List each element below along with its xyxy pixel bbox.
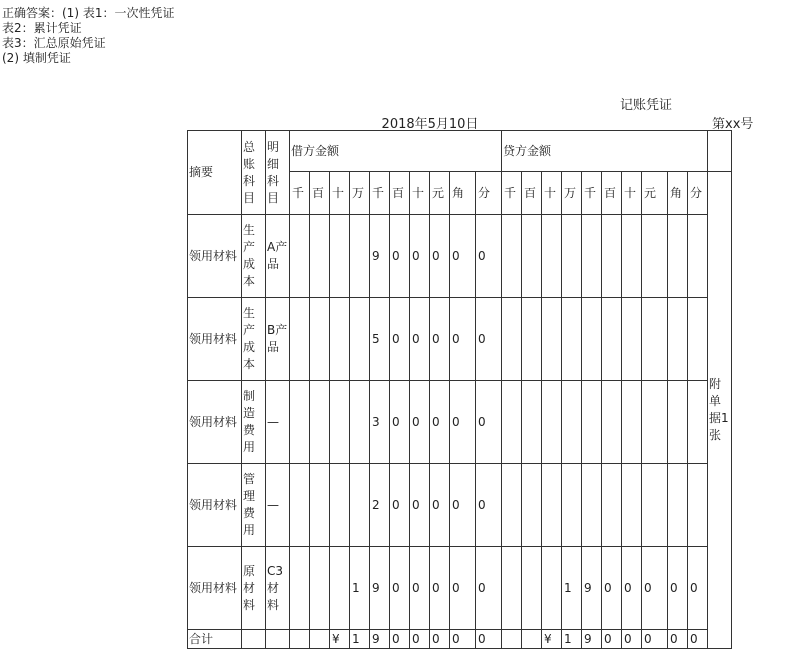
voucher-date: 2018年5月10日 (381, 117, 479, 132)
digit-header: 万 (350, 172, 370, 215)
credit-digit-cell (522, 381, 542, 464)
credit-digit-cell (542, 298, 562, 381)
total-credit-digit: 0 (668, 630, 688, 649)
debit-digit-cell: 0 (430, 298, 450, 381)
debit-digit-cell: 0 (450, 381, 476, 464)
voucher-table (187, 130, 732, 649)
credit-digit-cell: 0 (642, 547, 668, 630)
total-credit-digit: 1 (562, 630, 582, 649)
credit-digit-cell (502, 381, 522, 464)
voucher-number: 第xx号 (712, 117, 754, 132)
credit-digit-cell (602, 215, 622, 298)
credit-digit-cell (522, 547, 542, 630)
general-account-cell: 管理费用 (242, 464, 266, 547)
credit-digit-cell (562, 381, 582, 464)
total-credit-digit: 0 (642, 630, 668, 649)
credit-digit-cell (668, 464, 688, 547)
total-debit-digit: 0 (450, 630, 476, 649)
debit-digit-cell (290, 215, 310, 298)
answer-line: (2) 填制凭证 (2, 51, 71, 65)
debit-digit-cell: 9 (370, 547, 390, 630)
general-account-cell: 生产成本 (242, 298, 266, 381)
general-account-cell: 原材料 (242, 547, 266, 630)
digit-header: 十 (622, 172, 642, 215)
total-detail-cell (266, 630, 290, 649)
answer-line: 表3：汇总原始凭证 (2, 36, 106, 50)
debit-digit-cell (330, 547, 350, 630)
credit-digit-cell (582, 298, 602, 381)
total-general-cell (242, 630, 266, 649)
credit-digit-cell: 0 (668, 547, 688, 630)
digit-header: 百 (390, 172, 410, 215)
digit-header: 角 (450, 172, 476, 215)
debit-digit-cell (310, 464, 330, 547)
debit-digit-cell (330, 298, 350, 381)
answer-text (2, 6, 174, 66)
total-debit-digit: 0 (390, 630, 410, 649)
debit-digit-cell (310, 298, 330, 381)
header-row (188, 131, 732, 172)
debit-digit-cell (310, 215, 330, 298)
summary-header: 摘要 (188, 131, 242, 215)
debit-digit-cell (310, 547, 330, 630)
detail-account-header: 明细科目 (266, 131, 290, 215)
total-debit-digit (310, 630, 330, 649)
credit-digit-cell: 0 (602, 547, 622, 630)
side-header-cell (708, 131, 732, 172)
debit-digit-cell: 0 (450, 464, 476, 547)
credit-digit-cell (502, 547, 522, 630)
digit-header: 十 (542, 172, 562, 215)
debit-digit-cell: 0 (476, 547, 502, 630)
debit-digit-cell (310, 381, 330, 464)
debit-digit-cell (350, 215, 370, 298)
credit-digit-cell (602, 381, 622, 464)
credit-digit-cell (522, 464, 542, 547)
credit-digit-cell (688, 464, 708, 547)
summary-cell: 领用材料 (188, 547, 242, 630)
debit-digit-cell (290, 381, 310, 464)
total-debit-digit: 9 (370, 630, 390, 649)
detail-account-cell: — (266, 464, 290, 547)
debit-digit-cell: 5 (370, 298, 390, 381)
total-debit-digit: 0 (430, 630, 450, 649)
credit-digit-cell (502, 464, 522, 547)
credit-digit-cell (542, 215, 562, 298)
table-row (188, 381, 732, 464)
digit-header: 千 (370, 172, 390, 215)
credit-digit-cell (562, 298, 582, 381)
credit-digit-cell (688, 381, 708, 464)
debit-digit-cell: 0 (410, 464, 430, 547)
total-debit-digit: 0 (410, 630, 430, 649)
debit-digit-cell: 0 (450, 298, 476, 381)
digit-header: 百 (602, 172, 622, 215)
debit-digit-cell: 0 (390, 381, 410, 464)
digit-header: 十 (410, 172, 430, 215)
digit-header: 十 (330, 172, 350, 215)
detail-account-cell: C3材料 (266, 547, 290, 630)
debit-digit-cell (330, 215, 350, 298)
digit-header: 千 (582, 172, 602, 215)
debit-digit-cell: 9 (370, 215, 390, 298)
credit-digit-cell (688, 298, 708, 381)
total-label: 合计 (188, 630, 242, 649)
digit-header: 分 (476, 172, 502, 215)
credit-header: 贷方金额 (502, 131, 708, 172)
debit-digit-cell: 0 (390, 464, 410, 547)
total-debit-digit: 0 (476, 630, 502, 649)
summary-cell: 领用材料 (188, 464, 242, 547)
detail-account-cell: B产品 (266, 298, 290, 381)
table-row (188, 547, 732, 630)
table-row (188, 215, 732, 298)
general-account-cell: 生产成本 (242, 215, 266, 298)
credit-digit-cell (668, 381, 688, 464)
total-credit-digit (502, 630, 522, 649)
debit-digit-cell: 0 (410, 298, 430, 381)
debit-digit-cell (350, 464, 370, 547)
total-credit-digit: 9 (582, 630, 602, 649)
debit-digit-cell: 0 (430, 215, 450, 298)
debit-digit-cell: 0 (390, 547, 410, 630)
debit-digit-cell: 0 (476, 298, 502, 381)
debit-digit-cell: 0 (450, 215, 476, 298)
credit-digit-cell (502, 215, 522, 298)
debit-digit-cell (330, 381, 350, 464)
total-debit-digit (290, 630, 310, 649)
credit-digit-cell: 0 (688, 547, 708, 630)
debit-digit-cell: 0 (410, 381, 430, 464)
debit-digit-cell (350, 381, 370, 464)
credit-digit-cell (562, 464, 582, 547)
debit-digit-cell (290, 464, 310, 547)
credit-digit-cell: 0 (622, 547, 642, 630)
debit-digit-cell: 0 (430, 381, 450, 464)
total-credit-digit: 0 (688, 630, 708, 649)
summary-cell: 领用材料 (188, 215, 242, 298)
debit-digit-cell: 0 (410, 215, 430, 298)
debit-header: 借方金额 (290, 131, 502, 172)
credit-digit-cell (562, 215, 582, 298)
credit-digit-cell (622, 215, 642, 298)
digit-header: 百 (310, 172, 330, 215)
credit-digit-cell (522, 215, 542, 298)
credit-digit-cell: 1 (562, 547, 582, 630)
credit-digit-cell (602, 464, 622, 547)
debit-digit-cell: 2 (370, 464, 390, 547)
total-credit-digit: ¥ (542, 630, 562, 649)
summary-cell: 领用材料 (188, 381, 242, 464)
credit-digit-cell (502, 298, 522, 381)
digit-header: 千 (290, 172, 310, 215)
credit-digit-cell (522, 298, 542, 381)
debit-digit-cell: 3 (370, 381, 390, 464)
credit-digit-cell (642, 298, 668, 381)
debit-digit-cell (290, 547, 310, 630)
detail-account-cell: A产品 (266, 215, 290, 298)
general-account-header: 总账科目 (242, 131, 266, 215)
credit-digit-cell (602, 298, 622, 381)
table-row (188, 298, 732, 381)
debit-digit-cell: 0 (410, 547, 430, 630)
credit-digit-cell (542, 464, 562, 547)
digit-header: 万 (562, 172, 582, 215)
credit-digit-cell (688, 215, 708, 298)
summary-cell: 领用材料 (188, 298, 242, 381)
debit-digit-cell: 0 (450, 547, 476, 630)
credit-digit-cell (642, 464, 668, 547)
credit-digit-cell (542, 381, 562, 464)
total-credit-digit: 0 (602, 630, 622, 649)
debit-digit-cell: 0 (430, 464, 450, 547)
digit-header: 百 (522, 172, 542, 215)
credit-digit-cell (622, 381, 642, 464)
debit-digit-cell: 0 (476, 464, 502, 547)
digit-header: 元 (430, 172, 450, 215)
table-row (188, 464, 732, 547)
answer-line: 正确答案：(1) 表1：一次性凭证 (2, 6, 175, 20)
digit-header: 角 (668, 172, 688, 215)
credit-digit-cell (542, 547, 562, 630)
debit-digit-cell: 0 (476, 381, 502, 464)
debit-digit-cell: 0 (430, 547, 450, 630)
credit-digit-cell (622, 298, 642, 381)
credit-digit-cell (582, 381, 602, 464)
detail-account-cell: — (266, 381, 290, 464)
debit-digit-cell: 1 (350, 547, 370, 630)
digit-header: 千 (502, 172, 522, 215)
total-row (188, 630, 732, 649)
total-credit-digit (522, 630, 542, 649)
credit-digit-cell (668, 215, 688, 298)
general-account-cell: 制造费用 (242, 381, 266, 464)
debit-digit-cell (290, 298, 310, 381)
credit-digit-cell (668, 298, 688, 381)
credit-digit-cell: 9 (582, 547, 602, 630)
voucher-title: 记账凭证 (620, 98, 673, 113)
total-credit-digit: 0 (622, 630, 642, 649)
answer-line: 表2：累计凭证 (2, 21, 82, 35)
credit-digit-cell (582, 215, 602, 298)
credit-digit-cell (582, 464, 602, 547)
digit-header: 元 (642, 172, 668, 215)
debit-digit-cell: 0 (390, 298, 410, 381)
debit-digit-cell (330, 464, 350, 547)
credit-digit-cell (642, 215, 668, 298)
total-debit-digit: 1 (350, 630, 370, 649)
debit-digit-cell: 0 (476, 215, 502, 298)
credit-digit-cell (622, 464, 642, 547)
attachment-note: 附单据1张 (708, 172, 732, 649)
credit-digit-cell (642, 381, 668, 464)
total-debit-digit: ¥ (330, 630, 350, 649)
digit-header: 分 (688, 172, 708, 215)
debit-digit-cell: 0 (390, 215, 410, 298)
debit-digit-cell (350, 298, 370, 381)
